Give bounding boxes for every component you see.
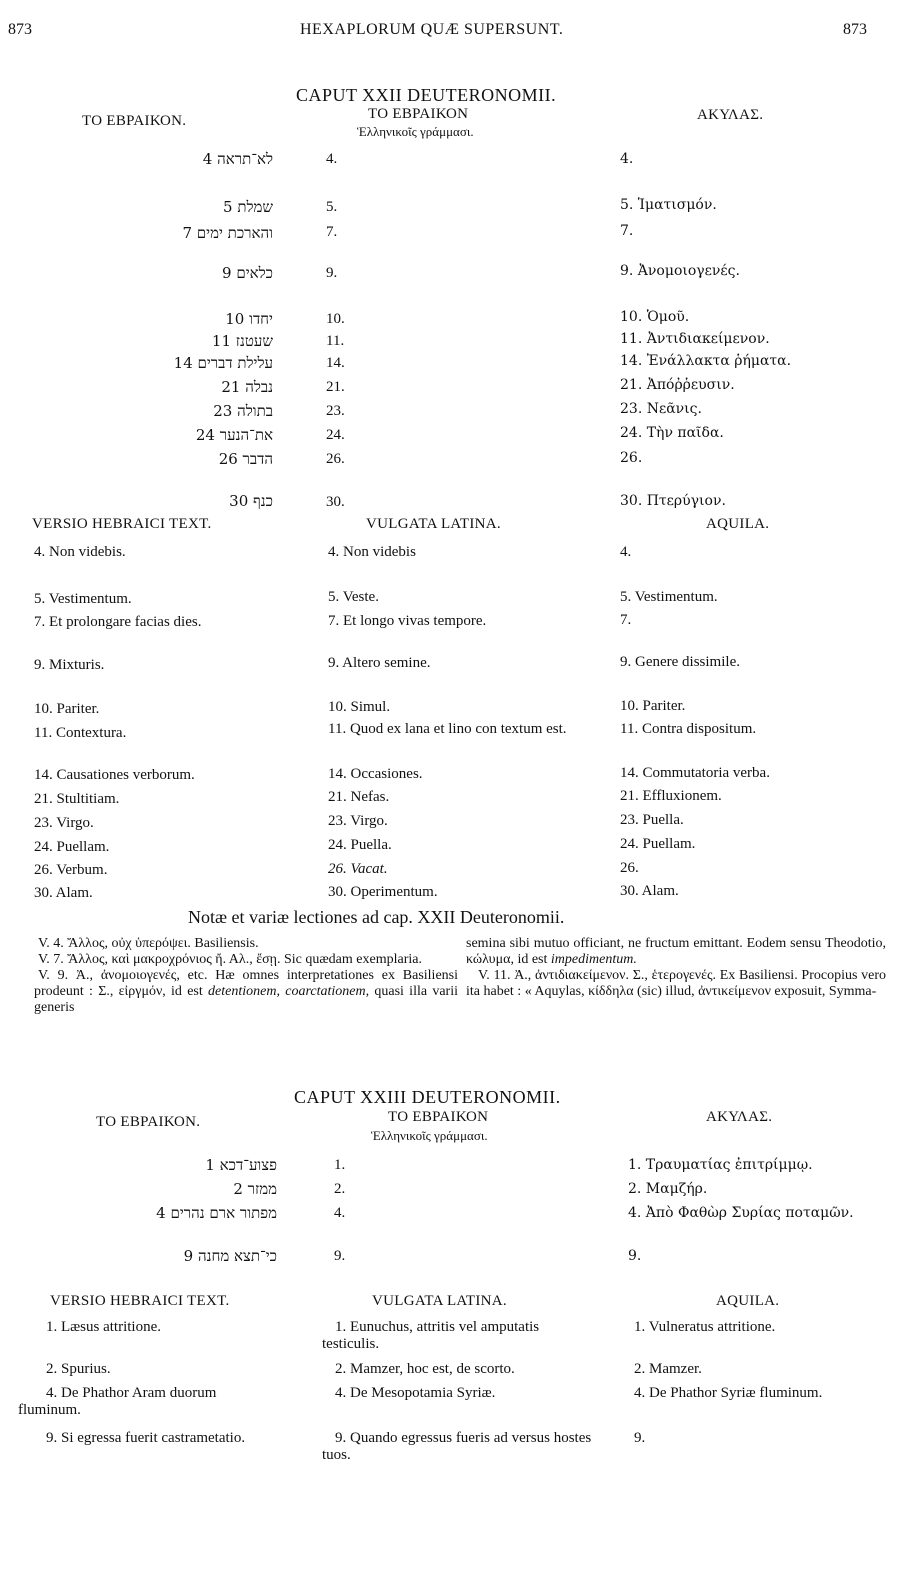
- aquila-latin-verse: 14. Commutatoria verba.: [620, 765, 770, 781]
- versio-verse: 14. Causationes verborum.: [34, 767, 195, 783]
- aquila-latin-verse: 23. Puella.: [620, 812, 684, 828]
- versio-verse: 24. Puellam.: [34, 839, 110, 855]
- aquila-latin-verse: 10. Pariter.: [620, 698, 686, 714]
- note-left-column: [34, 936, 458, 1016]
- hebrew-verse: לא־תראה 4: [202, 150, 273, 168]
- versio-verse: 2. Spurius.: [46, 1361, 111, 1377]
- versio-verse: 9. Si egressa fuerit castrametatio.: [46, 1430, 246, 1446]
- col-hebrew-head: ΤΟ ΕΒΡΑΙΚΟΝ.: [82, 113, 187, 129]
- aquila-verse: 10. Ὁμοῦ.: [620, 309, 690, 325]
- vulgata-verse: 30. Operimentum.: [328, 884, 438, 900]
- vulgata-verse: 2. Mamzer, hoc est, de scorto.: [335, 1361, 515, 1377]
- aquila-latin-verse: 7.: [620, 612, 632, 628]
- note-right-column: [466, 936, 886, 1000]
- note-v9: [34, 968, 458, 1016]
- versio-verse: 9. Mixturis.: [34, 657, 105, 673]
- hebrew-verse: בתולה 23: [213, 402, 273, 420]
- translit-verse: 4.: [326, 151, 338, 167]
- translit-verse: 23.: [326, 403, 345, 419]
- aquila-latin-verse: 11. Contra dispositum.: [620, 721, 757, 737]
- aquila-latin-verse: 21. Effluxionem.: [620, 788, 722, 804]
- note-v7: V. 7. Ἄλλος, καὶ μακροχρόνιος ἤ. Αλ., ἔσῃ. Sic quædam exemplaria.: [38, 952, 422, 967]
- notes-title: Notæ et variæ lectiones ad cap. XXII Deuteronomii.: [188, 907, 565, 927]
- aquila-verse: 11. Ἀντιδιακείμενον.: [620, 331, 770, 347]
- hebrew-verse: מפתור ארם נהרים 4: [156, 1204, 277, 1222]
- col-versio-head: VERSIO HEBRAICI TEXT.: [32, 516, 212, 532]
- chapter-23-title: CAPUT XXIII DEUTERONOMII.: [294, 1087, 561, 1107]
- aquila-verse: 21. Ἀπόῤῥευσιν.: [620, 377, 735, 393]
- hebrew-verse: והארכת ימים 7: [182, 224, 273, 242]
- col-aquila-head: ΑΚΥΛΑΣ.: [706, 1109, 773, 1125]
- aquila-verse: 14. Ἐνάλλακτα ῥήματα.: [620, 353, 792, 369]
- col-versio-head: VERSIO HEBRAICI TEXT.: [50, 1293, 230, 1309]
- versio-verse: 10. Pariter.: [34, 701, 100, 717]
- note-cont-text: semina sibi mutuo officiant, ne fructum emittant. Eodem sensu Theodotio, κώλυμα, id est: [466, 936, 886, 967]
- col-translit-sub: Ἑλληνικοῖς γράμμασι.: [371, 1128, 488, 1143]
- vulgata-verse: 24. Puella.: [328, 837, 392, 853]
- note-cont: [466, 936, 886, 968]
- vulgata-verse: 4. De Mesopotamia Syriæ.: [335, 1385, 496, 1401]
- vulgata-verse: 14. Occasiones.: [328, 766, 423, 782]
- translit-verse: 5.: [326, 199, 338, 215]
- aquila-latin-verse: 5. Vestimentum.: [620, 589, 718, 605]
- versio-verse: 4. De Phathor Aram duorum fluminum.: [18, 1385, 217, 1418]
- translit-verse: 2.: [334, 1181, 346, 1197]
- vulgata-verse: 10. Simul.: [328, 699, 391, 715]
- translit-verse: 1.: [334, 1157, 346, 1173]
- translit-verse: 10.: [326, 311, 345, 327]
- versio-verse: 26. Verbum.: [34, 862, 108, 878]
- hebrew-verse: הדבר 26: [218, 450, 273, 468]
- versio-verse: 21. Stultitiam.: [34, 791, 120, 807]
- hebrew-verse: את־הנער 24: [195, 426, 273, 444]
- versio-verse: 23. Virgo.: [34, 815, 94, 831]
- hebrew-verse: נבלה 21: [221, 378, 273, 396]
- col-vulgata-head: VULGATA LATINA.: [366, 516, 501, 532]
- versio-verse: 11. Contextura.: [34, 725, 127, 741]
- hebrew-verse: כלאים 9: [222, 264, 273, 282]
- aquila-latin-verse: 4. De Phathor Syriæ fluminum.: [634, 1385, 823, 1401]
- versio-verse: 4. Non videbis.: [34, 544, 126, 560]
- translit-verse: 14.: [326, 355, 345, 371]
- translit-verse: 9.: [334, 1248, 346, 1264]
- col-aquila-latin-head: AQUILA.: [716, 1293, 780, 1309]
- note-v11: V. 11. Ἀ., ἀντιδιακείμενον. Σ., ἑτερογενές. Ex Basiliensi. Procopius vero ita habet : « Aquylas, κίδδηλα (sic) illud, ἀντικείμενον exposuit, Symma-: [466, 968, 886, 999]
- hebrew-verse: שעטנז 11: [211, 332, 273, 350]
- translit-verse: 24.: [326, 427, 345, 443]
- aquila-verse: 30. Πτερύγιον.: [620, 493, 726, 509]
- vulgata-verse: 9. Quando egressus fueris ad versus hostes tuos.: [322, 1430, 592, 1463]
- hebrew-verse: ממזר 2: [233, 1180, 277, 1198]
- vulgata-verse: 11. Quod ex lana et lino con textum est.: [328, 721, 567, 737]
- versio-verse: 30. Alam.: [34, 885, 93, 901]
- col-translit-head: ΤΟ ΕΒΡΑΙΚΟΝ: [368, 106, 469, 122]
- aquila-verse: 23. Νεᾶνις.: [620, 401, 702, 417]
- vulgata-verse: 23. Virgo.: [328, 813, 388, 829]
- aquila-latin-verse: 26.: [620, 860, 639, 876]
- hebrew-verse: כי־תצא מחנה 9: [183, 1247, 277, 1265]
- vulgata-verse: 21. Nefas.: [328, 789, 390, 805]
- translit-verse: 7.: [326, 224, 338, 240]
- note-cont-italic: impedimentum.: [550, 952, 637, 967]
- aquila-latin-verse: 2. Mamzer.: [634, 1361, 702, 1377]
- aquila-latin-verse: 30. Alam.: [620, 883, 679, 899]
- translit-verse: 9.: [326, 265, 338, 281]
- versio-verse: 1. Læsus attritione.: [46, 1319, 161, 1335]
- note-v9-text: V. 9. Ἀ., ἀνομοιογενές, etc. Hæ omnes interpretationes ex Basiliensi prodeunt : Σ., εἰργμόν, id est: [34, 968, 458, 999]
- note-v4: V. 4. Ἄλλος, οὐχ ὑπερόψει. Basiliensis.: [38, 936, 259, 951]
- col-aquila-head: ΑΚΥΛΑΣ.: [697, 107, 764, 123]
- aquila-verse: 24. Τὴν παῖδα.: [620, 425, 724, 441]
- aquila-verse: 2. Μαμζήρ.: [628, 1181, 708, 1197]
- aquila-verse: 9.: [628, 1248, 642, 1264]
- running-title: HEXAPLORUM QUÆ SUPERSUNT.: [300, 21, 564, 38]
- col-hebrew-head: ΤΟ ΕΒΡΑΙΚΟΝ.: [96, 1114, 201, 1130]
- vulgata-verse: 26. Vacat.: [328, 861, 388, 877]
- translit-verse: 21.: [326, 379, 345, 395]
- hebrew-verse: עלילת דברים 14: [173, 354, 273, 372]
- hebrew-verse: פצוע־דכא 1: [205, 1156, 277, 1174]
- aquila-verse: 1. Τραυματίας ἐπιτρίμμῳ.: [628, 1157, 813, 1173]
- aquila-verse: 7.: [620, 223, 634, 239]
- translit-verse: 26.: [326, 451, 345, 467]
- col-aquila-latin-head: AQUILA.: [706, 516, 770, 532]
- vulgata-verse: 9. Altero semine.: [328, 655, 431, 671]
- note-v9-tail: quasi illa varii generis: [34, 984, 458, 1015]
- chapter-22-title: CAPUT XXII DEUTERONOMII.: [296, 85, 557, 105]
- note-v9-italic: detentionem, coarctationem,: [208, 984, 370, 999]
- translit-verse: 4.: [334, 1205, 346, 1221]
- aquila-verse: 4.: [620, 151, 634, 167]
- page-number-left: 873: [8, 21, 32, 38]
- vulgata-verse: 7. Et longo vivas tempore.: [328, 613, 487, 629]
- col-translit-sub: Ἑλληνικοῖς γράμμασι.: [357, 124, 474, 139]
- aquila-verse: 26.: [620, 450, 643, 466]
- vulgata-verse: 5. Veste.: [328, 589, 379, 605]
- vulgata-verse: 1. Eunuchus, attritis vel amputatis testiculis.: [322, 1319, 540, 1352]
- page-number-right: 873: [843, 21, 867, 38]
- aquila-latin-verse: 9. Genere dissimile.: [620, 654, 740, 670]
- versio-verse: 5. Vestimentum.: [34, 591, 132, 607]
- translit-verse: 11.: [326, 333, 345, 349]
- aquila-latin-verse: 24. Puellam.: [620, 836, 696, 852]
- versio-verse: 7. Et prolongare facias dies.: [34, 614, 202, 630]
- aquila-verse: 9. Ἀνομοιογενές.: [620, 263, 740, 279]
- hebrew-verse: כנף 30: [229, 492, 273, 510]
- col-vulgata-head: VULGATA LATINA.: [372, 1293, 507, 1309]
- aquila-latin-verse: 9.: [634, 1430, 646, 1446]
- aquila-verse: 5. Ἱματισμόν.: [620, 197, 717, 213]
- aquila-latin-verse: 4.: [620, 544, 632, 560]
- aquila-verse: 4. Ἀπὸ Φαθὼρ Συρίας ποταμῶν.: [628, 1205, 854, 1221]
- col-translit-head: ΤΟ ΕΒΡΑΙΚΟΝ: [388, 1109, 489, 1125]
- hebrew-verse: שמלת 5: [223, 198, 273, 216]
- translit-verse: 30.: [326, 494, 345, 510]
- hebrew-verse: יחדו 10: [225, 310, 273, 328]
- aquila-latin-verse: 1. Vulneratus attritione.: [634, 1319, 776, 1335]
- vulgata-verse: 4. Non videbis: [328, 544, 416, 560]
